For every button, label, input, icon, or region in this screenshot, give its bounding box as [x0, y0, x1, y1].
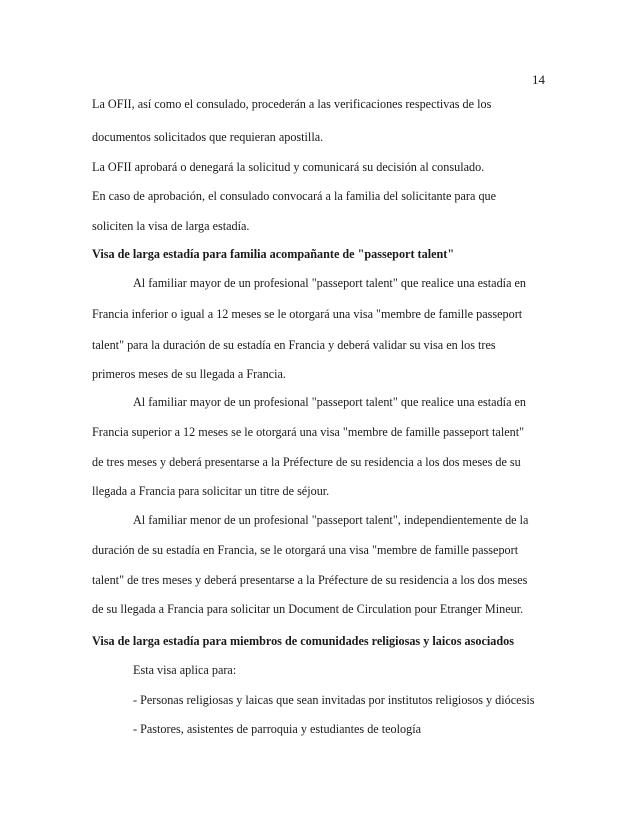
section-heading: Visa de larga estadía para miembros de comunidades religiosas y laicos asociados	[92, 634, 514, 648]
text-line: primeros meses de su llegada a Francia.	[92, 367, 286, 381]
text-line: Francia superior a 12 meses se le otorgará una visa "membre de famille passeport talent"	[92, 425, 525, 439]
text-line: Al familiar menor de un profesional "passeport talent", independientemente de la	[133, 513, 529, 527]
text-line: Al familiar mayor de un profesional "passeport talent" que realice una estadía en	[133, 395, 527, 409]
text-line: llegada a Francia para solicitar un titre de séjour.	[92, 484, 330, 498]
text-line: Al familiar mayor de un profesional "passeport talent" que realice una estadía en	[133, 276, 527, 290]
text-line: La OFII aprobará o denegará la solicitud y comunicará su decisión al consulado.	[92, 160, 485, 174]
text-line: En caso de aprobación, el consulado convocará a la familia del solicitante para que	[92, 189, 497, 203]
text-line: de su llegada a Francia para solicitar un Document de Circulation pour Etranger Mineur.	[92, 602, 524, 616]
text-line: talent" para la duración de su estadía en Francia y deberá validar su visa en los tres	[92, 338, 496, 352]
text-line: de tres meses y deberá presentarse a la Préfecture de su residencia a los dos meses de su	[92, 455, 521, 469]
text-line: - Personas religiosas y laicas que sean invitadas por institutos religiosos y diócesis	[133, 693, 535, 707]
text-line: Francia inferior o igual a 12 meses se le otorgará una visa "membre de famille passeport	[92, 307, 523, 321]
section-heading: Visa de larga estadía para familia acompañante de "passeport talent"	[92, 247, 455, 261]
text-line: talent" de tres meses y deberá presentarse a la Préfecture de su residencia a los dos meses	[92, 573, 528, 587]
text-line: soliciten la visa de larga estadía.	[92, 219, 250, 233]
text-line: La OFII, así como el consulado, procederán a las verificaciones respectivas de los	[92, 97, 492, 111]
text-line: duración de su estadía en Francia, se le otorgará una visa "membre de famille passeport	[92, 543, 519, 557]
text-line: documentos solicitados que requieran apostilla.	[92, 130, 324, 144]
text-line: Esta visa aplica para:	[133, 663, 237, 677]
page-number: 14	[532, 72, 545, 87]
text-line: - Pastores, asistentes de parroquia y estudiantes de teología	[133, 722, 422, 736]
